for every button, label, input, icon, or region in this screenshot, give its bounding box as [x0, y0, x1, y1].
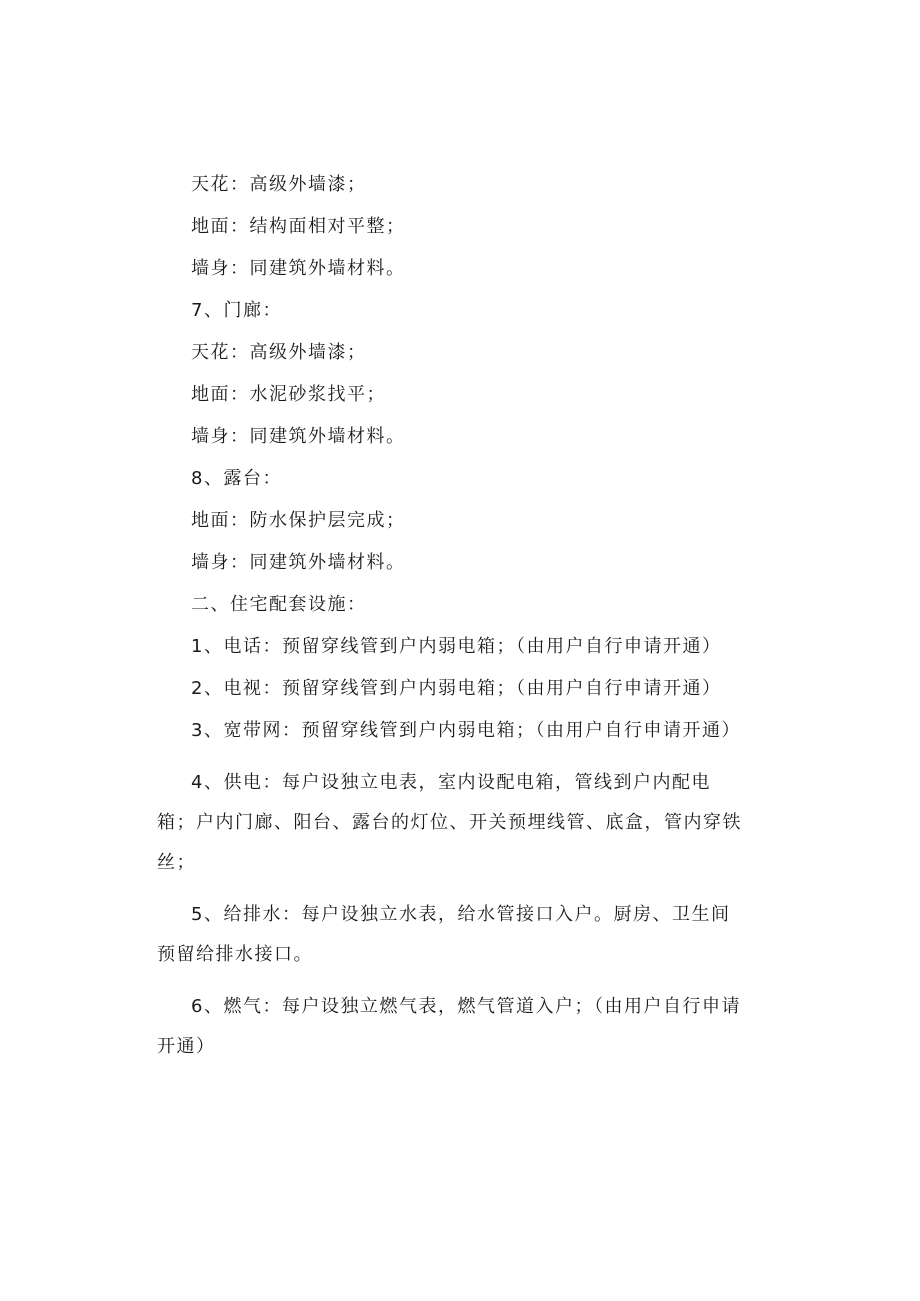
facility-paragraph: 5、给排水：每户设独立水表，给水管接口入户。厨房、卫生间预留给排水接口。 — [157, 904, 731, 965]
text-line: 天花：高级外墙漆； — [191, 174, 367, 195]
text-line: 天花：高级外墙漆； — [191, 342, 367, 363]
facility-item: 1、电话：预留穿线管到户内弱电箱；（由用户自行申请开通） — [191, 636, 722, 657]
facility-paragraph: 3、宽带网：预留穿线管到户内弱电箱；（由用户自行申请开通） — [191, 720, 741, 741]
document-body — [157, 170, 747, 1084]
chapter-heading: 二、住宅配套设施： — [191, 594, 367, 615]
text-line: 墙身：同建筑外墙材料。 — [191, 552, 406, 573]
section-heading: 7、门廊： — [191, 300, 282, 321]
text-line: 地面：水泥砂浆找平； — [191, 384, 386, 405]
facility-paragraph: 4、供电：每户设独立电表，室内设配电箱，管线到户内配电箱；户内门廊、阳台、露台的灯位、开关预埋线管、底盒，管内穿铁丝； — [157, 772, 742, 873]
text-line: 墙身：同建筑外墙材料。 — [191, 258, 406, 279]
text-line: 地面：结构面相对平整； — [191, 216, 406, 237]
facility-paragraph: 6、燃气：每户设独立燃气表，燃气管道入户；（由用户自行申请开通） — [157, 996, 741, 1057]
text-line: 墙身：同建筑外墙材料。 — [191, 426, 406, 447]
facility-item: 2、电视：预留穿线管到户内弱电箱；（由用户自行申请开通） — [191, 678, 722, 699]
section-heading: 8、露台： — [191, 468, 282, 489]
text-line: 地面：防水保护层完成； — [191, 510, 406, 531]
